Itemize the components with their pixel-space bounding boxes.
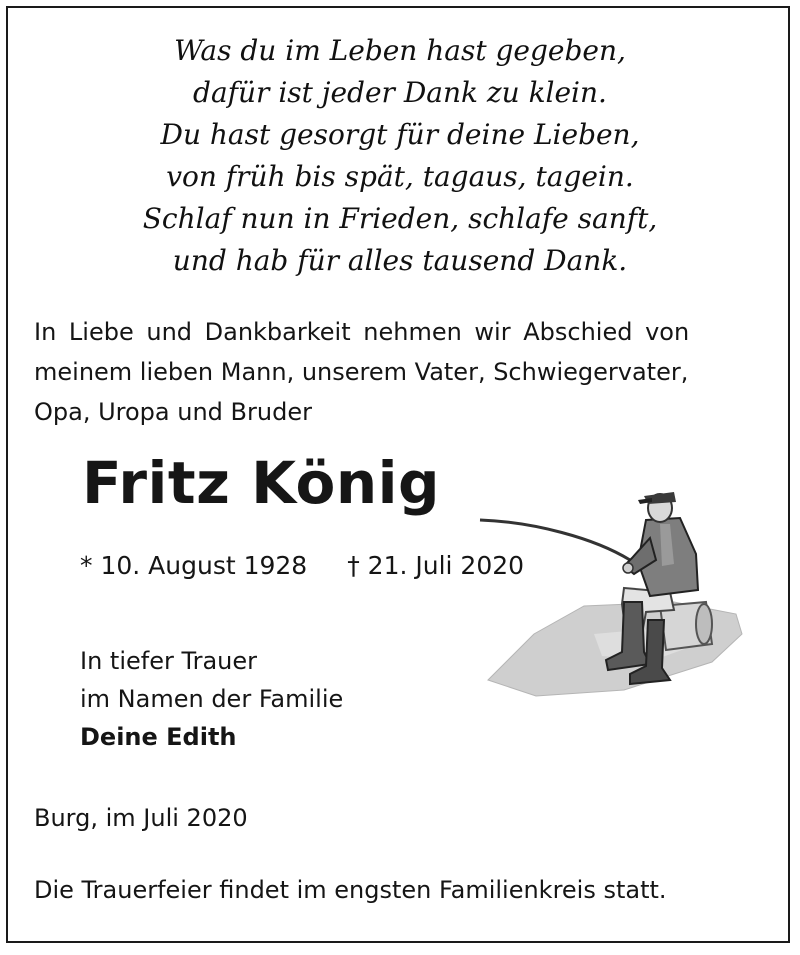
funeral-note: Die Trauerfeier findet im engsten Familienkreis statt. [34, 876, 667, 904]
fisherman-icon [474, 484, 744, 704]
mourning-line: In tiefer Trauer [80, 647, 258, 675]
life-dates [80, 548, 524, 584]
intro-line: Opa, Uropa und Bruder [34, 398, 312, 426]
poem [0, 30, 800, 282]
place-date: Burg, im Juli 2020 [34, 804, 248, 832]
intro-line: In Liebe und Dankbarkeit nehmen wir Abschied von [34, 318, 690, 346]
intro-line: meinem lieben Mann, unserem Vater, Schwiegervater, [34, 358, 689, 386]
poem-line: Schlaf nun in Frieden, schlafe sanft, [142, 202, 658, 235]
signature: Deine Edith [80, 723, 237, 751]
poem-line: und hab für alles tausend Dank. [172, 244, 628, 277]
intro-text [34, 312, 766, 432]
poem-line: Du hast gesorgt für deine Lieben, [160, 118, 640, 151]
birth-date: * 10. August 1928 [80, 551, 308, 580]
deceased-name: Fritz König [82, 449, 441, 517]
death-date: † 21. Juli 2020 [347, 551, 525, 580]
poem-line: dafür ist jeder Dank zu klein. [193, 76, 607, 109]
family-line: im Namen der Familie [80, 685, 344, 713]
mourners [80, 642, 343, 756]
poem-line: Was du im Leben hast gegeben, [174, 34, 626, 67]
poem-line: von früh bis spät, tagaus, tagein. [166, 160, 634, 193]
